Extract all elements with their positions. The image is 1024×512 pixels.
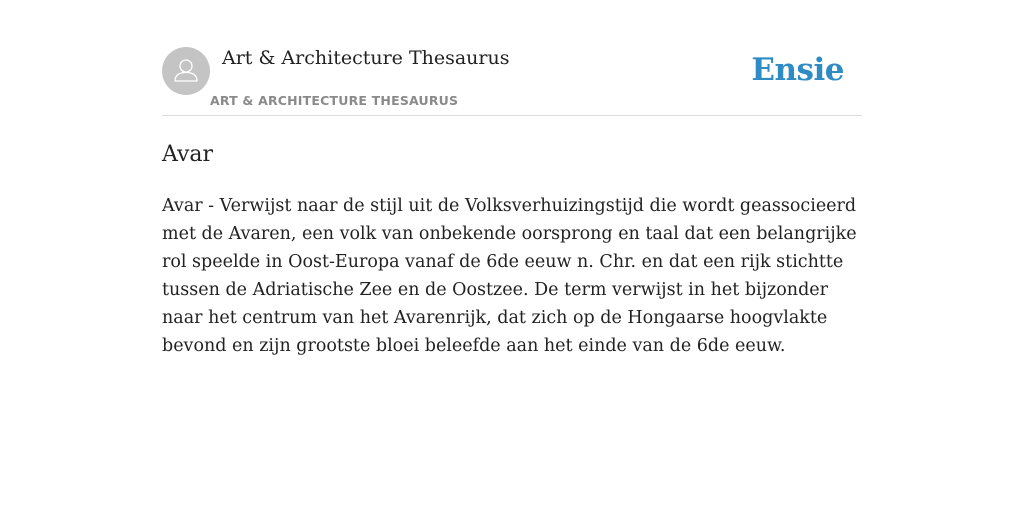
entry-definition: Avar - Verwijst naar de stijl uit de Volksverhuizingstijd die wordt geassocieerd met de Avaren, een volk van onbekende oorsprong en taal dat een belangrijke rol speelde in Oost-Europa vanaf de 6de eeuw n. Chr. en dat een rijk stichtte tussen de Adriatische Zee en de Oostzee. De term verwijst in het bijzonder naar het centrum van het Avarenrijk, dat zich op de Hongaarse hoogvlakte bevond en zijn grootste bloei beleefde aan het einde van de 6de eeuw. bbox=[162, 196, 857, 356]
entry-header bbox=[162, 0, 862, 116]
entry-title: Avar bbox=[162, 142, 214, 167]
source-label[interactable]: ART & ARCHITECTURE THESAURUS bbox=[210, 93, 459, 108]
author-name-link[interactable]: Art & Architecture Thesaurus bbox=[222, 47, 510, 69]
page-container bbox=[162, 0, 862, 356]
brand-logo[interactable]: Ensie bbox=[751, 52, 844, 88]
user-silhouette-icon bbox=[162, 47, 210, 95]
author-avatar[interactable] bbox=[162, 47, 210, 95]
